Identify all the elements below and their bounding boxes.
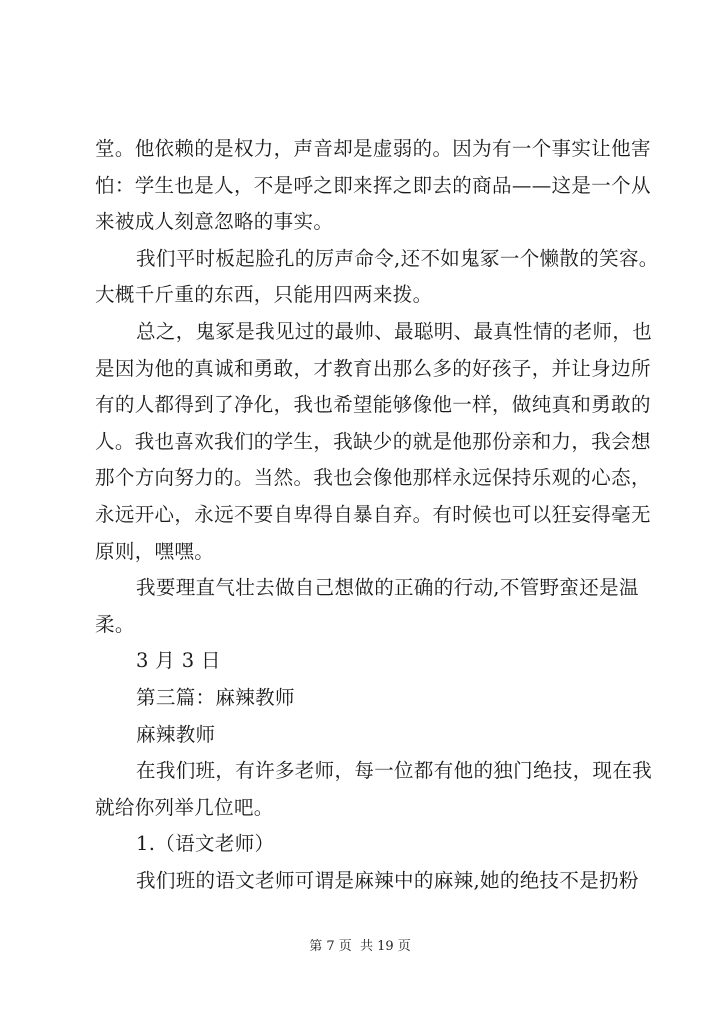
- text-line: 就给你列举几位吧。: [95, 795, 274, 819]
- document-body: [95, 131, 659, 899]
- text-line: 第三篇：麻辣教师: [136, 685, 295, 709]
- text-line: 在我们班，有许多老师，每一位都有他的独门绝技，现在我: [136, 759, 653, 783]
- text-line: 我们平时板起脸孔的厉声命令,还不如鬼冢一个懒散的笑容。: [136, 246, 659, 270]
- text-line: 大概千斤重的东西，只能用四两来拨。: [95, 283, 433, 307]
- text-line: 我要理直气壮去做自己想做的正确的行动,不管野蛮还是温: [136, 576, 639, 600]
- text-line: 总之，鬼冢是我见过的最帅、最聪明、最真性情的老师，也: [136, 319, 653, 343]
- text-line: 来被成人刻意忽略的事实。: [95, 210, 334, 234]
- text-line: 堂。他依赖的是权力，声音却是虚弱的。因为有一个事实让他害: [95, 137, 651, 160]
- text-line: 那个方向努力的。当然。我也会像他那样永远保持乐观的心态，: [95, 466, 651, 490]
- text-line: 1.（语文老师）: [136, 832, 275, 856]
- current-page-label: 第 7 页: [309, 939, 352, 954]
- text-line: 是因为他的真诚和勇敢，才教育出那么多的好孩子，并让身边所: [95, 356, 651, 380]
- text-line: 怕：学生也是人，不是呼之即来挥之即去的商品——这是一个从: [95, 173, 651, 197]
- text-line: 永远开心，永远不要自卑得自暴自弃。有时候也可以狂妄得毫无: [95, 502, 651, 526]
- text-line: 麻辣教师: [136, 722, 216, 746]
- text-line: 有的人都得到了净化，我也希望能够像他一样，做纯真和勇敢的: [95, 393, 651, 417]
- page-footer: [0, 935, 720, 954]
- total-pages-label: 共 19 页: [359, 939, 411, 954]
- text-line: 我们班的语文老师可谓是麻辣中的麻辣,她的绝技不是扔粉: [136, 868, 639, 892]
- text-line: 原则，嘿嘿。: [95, 539, 215, 563]
- text-line: 柔。: [95, 612, 135, 636]
- text-line: 3 月 3 日: [136, 649, 221, 673]
- text-line: 人。我也喜欢我们的学生，我缺少的就是他那份亲和力，我会想: [95, 429, 651, 453]
